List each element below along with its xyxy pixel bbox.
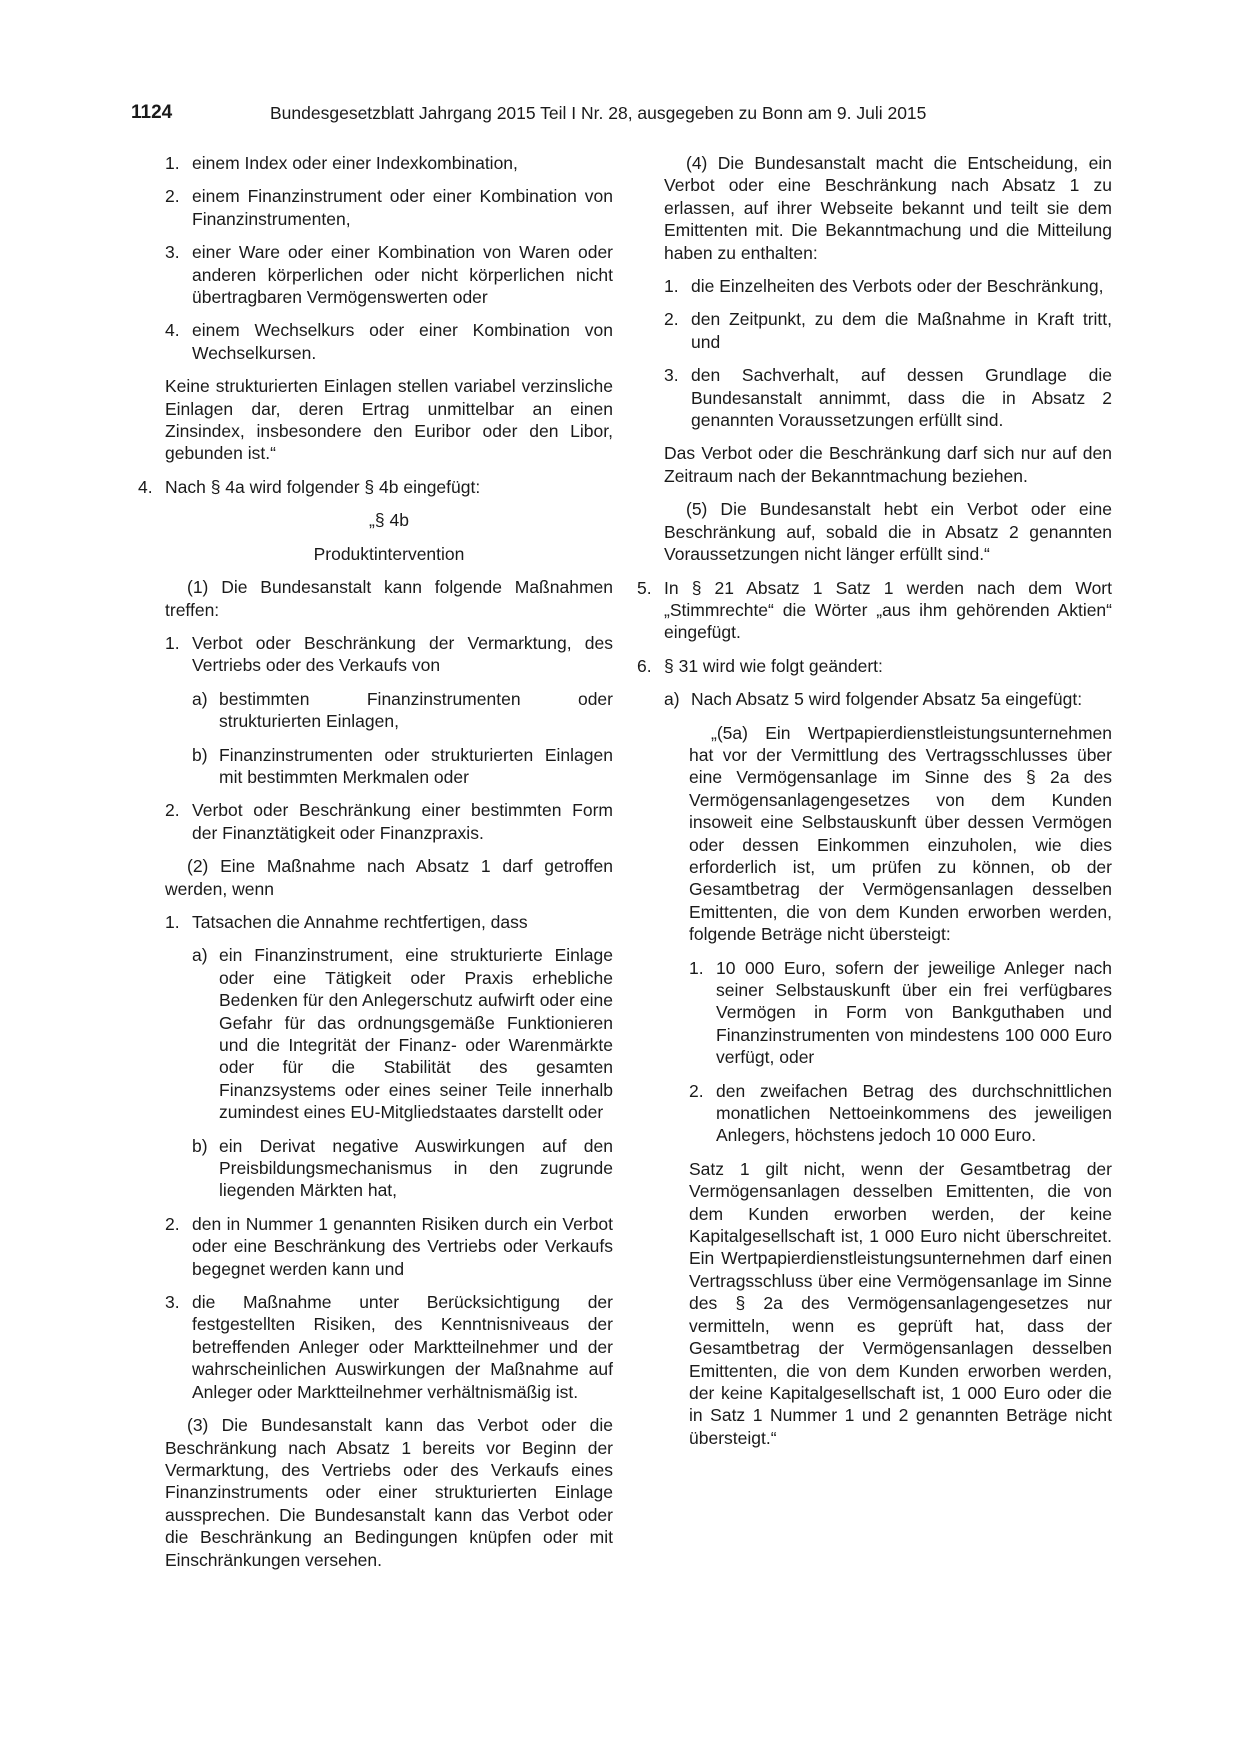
right-column: [637, 152, 1112, 1449]
sub-item: a) ein Finanzinstrument, eine strukturierte Einlage oder eine Tätigkeit oder Praxis erhebliche Bedenken für den Anlegerschutz aufwirft oder eine Gefahr für das ordnungsgemäße Funktionieren und die Integrität der Finanz- oder Warenmärkte oder für die Stabilität des gesamten Finanzsystems oder eines seiner Teile innerhalb zumindest eines EU-Mitgliedstaates darstellt oder: [192, 945, 613, 1123]
list-item: 1. 10 000 Euro, sofern der jeweilige Anleger nach seiner Selbstauskunft über ein frei verfügbares Vermögen in Form von Bankguthaben und Finanzinstrumenten von mindestens 100 000 Euro verfügt, oder: [689, 957, 1112, 1068]
paragraph-absatz-2: (2) Eine Maßnahme nach Absatz 1 darf getroffen werden, wenn: [165, 856, 613, 899]
list-item: 3. die Maßnahme unter Berücksichtigung der festgestellten Risiken, des Kenntnisniveaus der betreffenden Anleger oder Marktteilnehmer und der wahrscheinlichen Auswirkungen der Maßnahme auf Anleger oder Marktteilnehmer verhältnismäßig ist.: [165, 1292, 613, 1402]
running-header: Bundesgesetzblatt Jahrgang 2015 Teil I Nr. 28, ausgegeben zu Bonn am 9. Juli 2015: [270, 103, 927, 123]
page-number: 1124: [131, 102, 173, 123]
paragraph-absatz-5: (5) Die Bundesanstalt hebt ein Verbot oder eine Beschränkung auf, sobald die in Absatz 2 genannten Voraussetzungen nicht länger erfüllt sind.“: [664, 499, 1112, 565]
list-item: 1. Verbot oder Beschränkung der Vermarktung, des Vertriebs oder des Verkaufs von a) bestimmten Finanzinstrumenten oder strukturierten Einlagen, b) Finanzinstrumenten oder strukturierten Einlagen mit bestimmten Merkmalen oder: [165, 632, 613, 787]
sub-item: b) Finanzinstrumenten oder strukturierten Einlagen mit bestimmten Merkmalen oder: [192, 744, 613, 787]
paragraph-absatz-5a: „(5a) Ein Wertpapierdienstleistungsunternehmen hat vor der Vermittlung des Vertragsschlusses über eine Vermögensanlage im Sinne des § 2a des Vermögensanlagengesetzes von dem Kunden insoweit eine Selbstauskunft über dessen Vermögen oder dessen Einkommen einzuholen, wie dies erforderlich ist, um prüfen zu können, ob der Gesamtbetrag der Vermögensanlagen desselben Emittenten, die von dem Kunden erworben werden, folgende Beträge nicht übersteigt:: [689, 722, 1112, 945]
list-item: 1. Tatsachen die Annahme rechtfertigen, dass a) ein Finanzinstrument, eine strukturierte Einlage oder eine Tätigkeit oder Praxis erhebliche Bedenken für den Anlegerschutz aufwirft oder eine Gefahr für das ordnungsgemäße Funktionieren und die Integrität der Finanz- oder Warenmärkte oder für die Stabilität des gesamten Finanzsystems oder eines seiner Teile innerhalb zumindest eines EU-Mitgliedstaates darstellt oder b) ein Derivat negative Auswirkungen auf den Preisbildungsmechanismus in den zugrunde liegenden Märkten hat,: [165, 911, 613, 1201]
list-item: 2. den in Nummer 1 genannten Risiken durch ein Verbot oder eine Beschränkung des Vertriebs oder Verkaufs begegnet werden kann und: [165, 1213, 613, 1279]
paragraph-absatz-1: (1) Die Bundesanstalt kann folgende Maßnahmen treffen:: [165, 577, 613, 620]
list-item: 2. einem Finanzinstrument oder einer Kombination von Finanzinstrumenten,: [165, 186, 613, 229]
quoted-absatz-5a: [689, 722, 1112, 1450]
section-title: Produktintervention: [313, 543, 465, 564]
paragraph-keine-einlagen: Keine strukturierten Einlagen stellen variabel verzinsliche Einlagen dar, deren Ertrag unmittelbar an einen Zinsindex, insbesondere den Euribor oder den Libor, gebunden ist.“: [165, 376, 613, 464]
paragraph-satz-1: Satz 1 gilt nicht, wenn der Gesamtbetrag der Vermögensanlagen desselben Emittenten, die von dem Kunden erworben werden, der keine Kapitalgesellschaft ist, 1 000 Euro nicht überschreitet. Ein Wertpapierdienstleistungsunternehmen darf einen Vertragsschluss über eine Vermögensanlage im Sinne des § 2a des Vermögensanlagengesetzes nur vermitteln, wenn es geprüft hat, dass der Gesamtbetrag der Vermögensanlagen desselben Emittenten, die von dem Kunden erworben werden, der keine Kapitalgesellschaft ist, 1 000 Euro oder die in Satz 1 Nummer 1 und 2 genannten Beträge nicht übersteigt.“: [689, 1158, 1112, 1448]
list-item: 3. den Sachverhalt, auf dessen Grundlage die Bundesanstalt annimmt, dass die in Absatz 2 genannten Voraussetzungen erfüllt sind.: [664, 365, 1112, 431]
list-item: 4. einem Wechselkurs oder einer Kombination von Wechselkursen.: [165, 320, 613, 363]
amendment-item-6a: a) Nach Absatz 5 wird folgender Absatz 5a eingefügt:: [664, 689, 1083, 710]
list-item: 2. Verbot oder Beschränkung einer bestimmten Form der Finanztätigkeit oder Finanzpraxis.: [165, 800, 613, 843]
section-heading: „§ 4b: [369, 510, 409, 531]
list-item: 1. die Einzelheiten des Verbots oder der Beschränkung,: [664, 276, 1104, 297]
amendment-item-5: 5. In § 21 Absatz 1 Satz 1 werden nach dem Wort „Stimmrechte“ die Wörter „aus ihm gehörenden Aktien“ eingefügt.: [637, 577, 1112, 643]
amendment-item-6: 6. § 31 wird wie folgt geändert:: [637, 655, 883, 676]
list-item: 3. einer Ware oder einer Kombination von Waren oder anderen körperlichen oder nicht körperlichen nicht übertragbaren Vermögenswerten oder: [165, 242, 613, 308]
list-item: 2. den zweifachen Betrag des durchschnittlichen monatlichen Nettoeinkommens des jeweiligen Anlegers, höchstens jedoch 10 000 Euro.: [689, 1080, 1112, 1146]
sub-item: b) ein Derivat negative Auswirkungen auf den Preisbildungsmechanismus in den zugrunde liegenden Märkten hat,: [192, 1135, 613, 1201]
paragraph-verbot-zeitraum: Das Verbot oder die Beschränkung darf sich nur auf den Zeitraum nach der Bekanntmachung beziehen.: [664, 443, 1112, 486]
list-item: 2. den Zeitpunkt, zu dem die Maßnahme in Kraft tritt, und: [664, 309, 1112, 352]
left-column: [138, 152, 613, 1571]
paragraph-absatz-3: (3) Die Bundesanstalt kann das Verbot oder die Beschränkung nach Absatz 1 bereits vor Beginn der Vermarktung, des Vertriebs oder des Verkaufs eines Finanzinstruments oder einer strukturierten Einlage aussprechen. Die Bundesanstalt kann das Verbot oder die Beschränkung an Bedingungen knüpfen oder mit Einschränkungen versehen.: [165, 1415, 613, 1570]
amendment-item-4: 4. Nach § 4a wird folgender § 4b eingefügt:: [138, 476, 481, 497]
paragraph-absatz-4: (4) Die Bundesanstalt macht die Entscheidung, ein Verbot oder eine Beschränkung nach Absatz 1 zu erlassen, auf ihrer Webseite bekannt und teilt sie dem Emittenten mit. Die Bekanntmachung und die Mitteilung haben zu enthalten:: [664, 153, 1112, 263]
list-item: 1. einem Index oder einer Indexkombination,: [165, 153, 518, 173]
sub-item: a) bestimmten Finanzinstrumenten oder strukturierten Einlagen,: [192, 688, 613, 732]
